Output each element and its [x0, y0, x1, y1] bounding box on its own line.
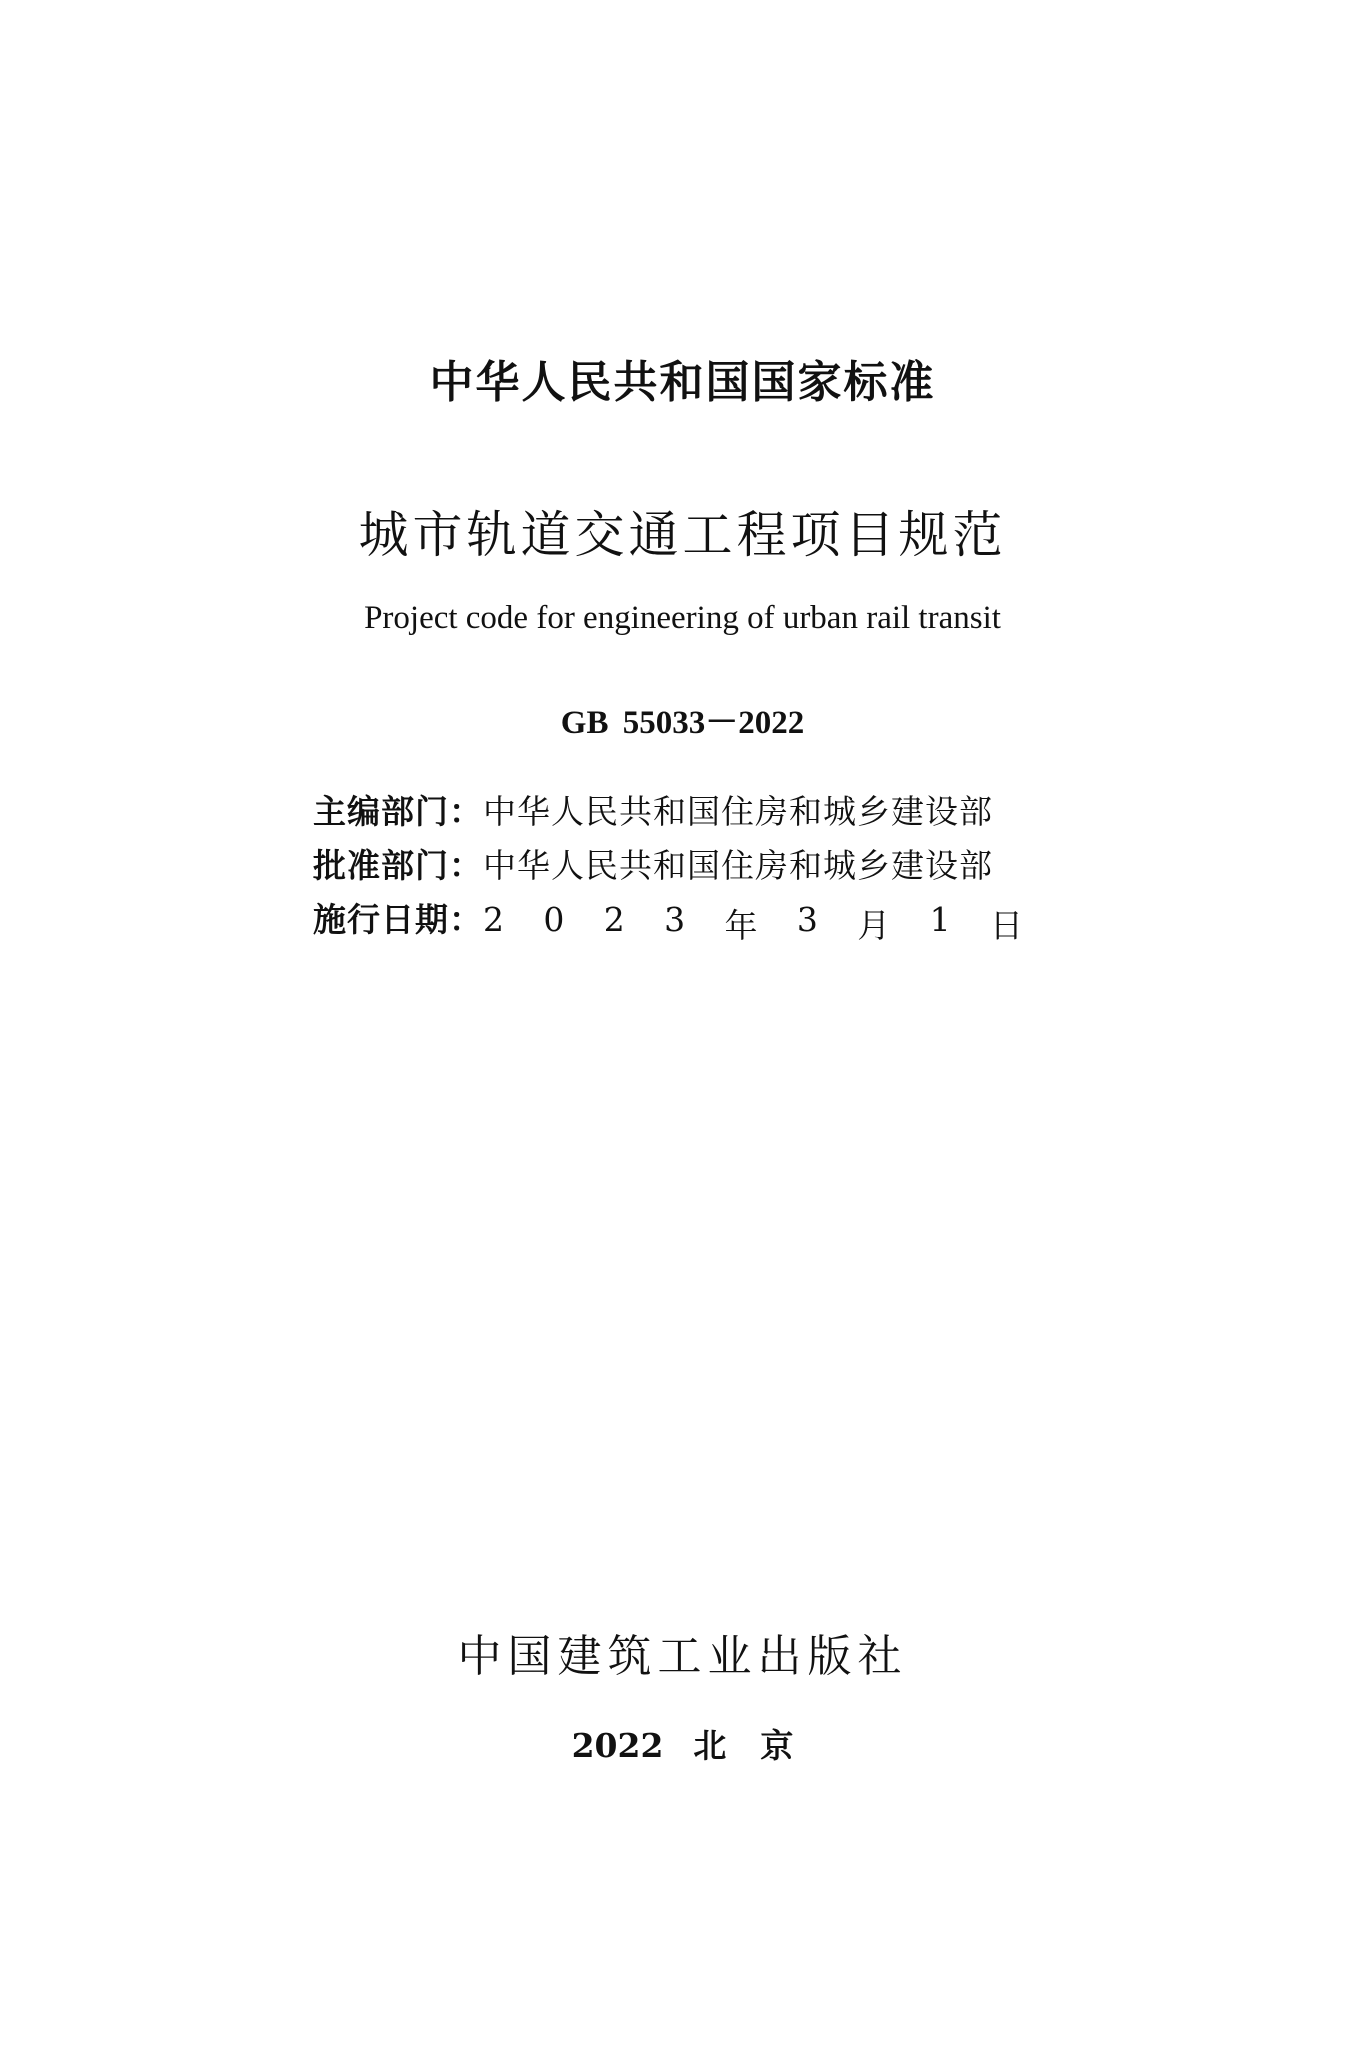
- approver-label: 批准部门：: [313, 846, 483, 885]
- date-char: 月: [857, 906, 891, 945]
- publication-city-part: 北: [693, 1726, 727, 1765]
- date-char: 2: [483, 900, 504, 939]
- date-char: 年: [724, 906, 758, 945]
- date-char: 3: [664, 900, 686, 939]
- info-row-effective-date: [313, 894, 1053, 948]
- info-row-approver: [313, 840, 1053, 894]
- publication-city-part: 京: [760, 1726, 794, 1765]
- date-char: 3: [796, 900, 818, 939]
- date-char: 日: [990, 906, 1023, 945]
- publication-place-year: [0, 1720, 1365, 1767]
- effective-date-value: [483, 900, 1023, 947]
- effective-date-label: 施行日期：: [313, 900, 483, 939]
- publication-year: 2022: [571, 1726, 664, 1765]
- date-char: 2: [603, 900, 625, 939]
- date-char: 0: [543, 900, 565, 939]
- approver-value: 中华人民共和国住房和城乡建设部: [483, 846, 993, 885]
- chinese-title: 城市轨道交通工程项目规范: [358, 506, 1007, 564]
- issuing-info: [313, 786, 1053, 948]
- standard-code: GB 55033－2022: [560, 705, 805, 741]
- standard-type-heading: 中华人民共和国国家标准: [429, 357, 936, 408]
- english-title: Project code for engineering of urban rail transit: [364, 600, 1001, 636]
- date-char: 1: [929, 900, 951, 939]
- publisher-name: 中国建筑工业出版社: [457, 1631, 908, 1682]
- editor-label: 主编部门：: [313, 792, 483, 831]
- editor-value: 中华人民共和国住房和城乡建设部: [483, 792, 993, 831]
- info-row-editor: [313, 786, 1053, 840]
